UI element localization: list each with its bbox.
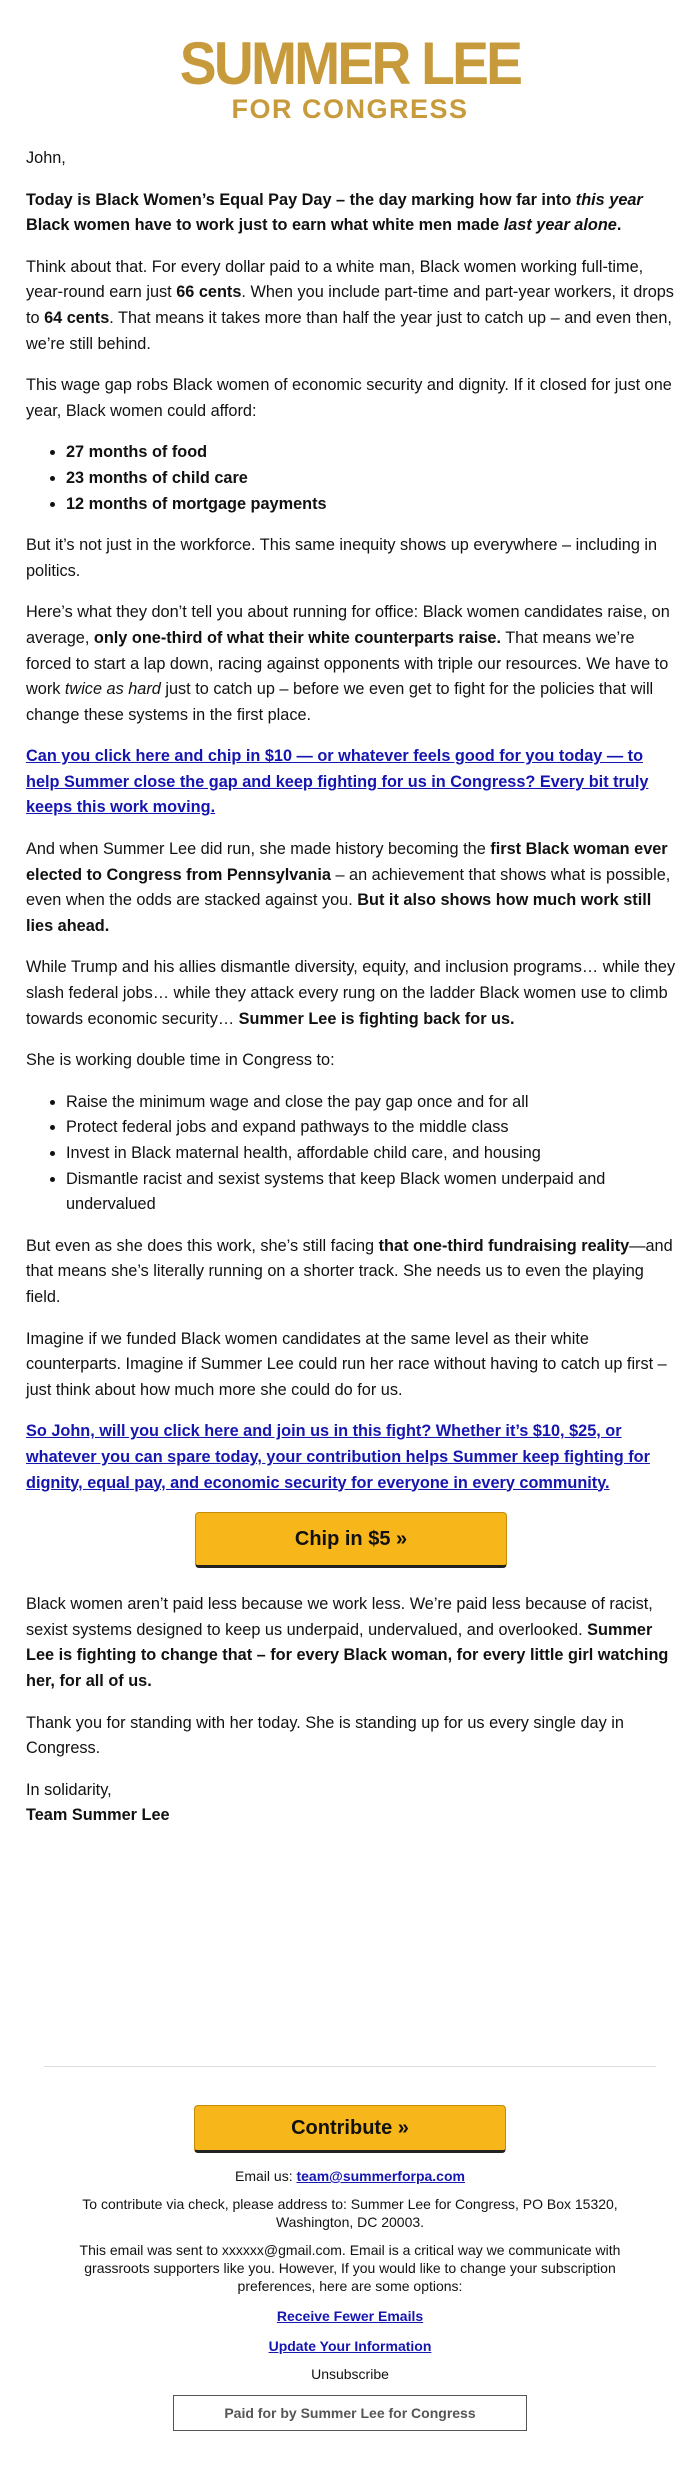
logo-name: SUMMER LEE	[179, 30, 521, 97]
email-footer	[0, 2066, 700, 2431]
unsubscribe-link[interactable]: Unsubscribe	[311, 2366, 389, 2382]
text-bold: But it also shows how much work still lies ahead.	[26, 891, 652, 935]
text: That means we’re forced to start a lap down, racing against opponents with triple our resources. We have to work	[26, 628, 669, 699]
list-item: • 27 months of food	[66, 440, 676, 466]
donate-link-join[interactable]: So John, will you click here and join us in this fight? Whether it’s $10, $25, or whatever you can spare today, your contribution helps Summer keep fighting for dignity, equal pay, and economic security for everyone in every community.	[26, 1422, 650, 1492]
contribute-button[interactable]: Contribute »	[194, 2105, 506, 2153]
contact-line	[0, 2167, 700, 2185]
text: But even as she does this work, she’s still facing	[26, 1236, 379, 1255]
email-body	[26, 146, 676, 1829]
email-link[interactable]: team@summerforpa.com	[296, 2168, 465, 2184]
greeting: John,	[26, 149, 66, 167]
text: . When you include part-time and part-year workers, it drops to	[26, 283, 674, 327]
signoff-text: In solidarity,	[26, 1780, 112, 1799]
double-time-paragraph: She is working double time in Congress to:	[26, 1051, 335, 1070]
list-item: • 12 months of mortgage payments	[66, 492, 676, 518]
footer-divider	[44, 2066, 656, 2067]
donate-link-paragraph	[26, 744, 676, 821]
text: .	[616, 216, 622, 235]
check-address: To contribute via check, please address to: Summer Lee for Congress, PO Box 15320, Washington, DC 20003.	[82, 2196, 618, 2230]
update-info-link[interactable]: Update Your Information	[268, 2338, 432, 2354]
text: just to catch up – before we even get to fight for the policies that will change these systems in the first place.	[26, 680, 654, 724]
gap-paragraph: This wage gap robs Black women of economic security and dignity. If it closed for just one year, Black women could afford:	[26, 376, 672, 420]
text: Black women aren’t paid less because we work less. We’re paid less because of racist, sexist systems designed to keep us underpaid, undervalued, and overlooked.	[26, 1595, 653, 1639]
fundraising-paragraph	[26, 600, 676, 728]
subscription-notice: This email was sent to xxxxxx@gmail.com. Email is a critical way we communicate with grassroots supporters like you. However, If you would like to change your subscription preferences, here are some options:	[79, 2242, 621, 2294]
politics-paragraph: But it’s not just in the workforce. This same inequity shows up everywhere – including in politics.	[26, 536, 658, 580]
text: And when Summer Lee did run, she made history becoming the	[26, 840, 491, 859]
donate-link-paragraph	[26, 1419, 676, 1496]
history-paragraph	[26, 837, 676, 939]
text-bold: Summer Lee is fighting to change that – for every Black woman, for every little girl watching her, for all of us.	[26, 1620, 669, 1690]
text-bold: first Black woman ever elected to Congress from Pennsylvania	[26, 840, 668, 884]
text-emphasis: twice as hard	[64, 680, 161, 699]
signature: Team Summer Lee	[26, 1806, 170, 1825]
afford-list	[26, 440, 676, 517]
text: —and that means she’s literally running on a shorter track. She needs us to even the playing field.	[26, 1236, 673, 1306]
paid-for-disclaimer: Paid for by Summer Lee for Congress	[173, 2395, 527, 2431]
text: – an achievement that shows what is possible, even when the odds are stacked against you.	[26, 865, 671, 910]
closing-paragraph	[26, 1592, 676, 1694]
intro-paragraph	[26, 188, 676, 239]
text-emphasis: this year	[575, 190, 643, 209]
list-item: • Dismantle racist and sexist systems that keep Black women underpaid and undervalued	[66, 1167, 676, 1218]
text-bold: that one-third fundraising reality	[378, 1236, 630, 1255]
signoff	[26, 1778, 676, 1829]
trump-paragraph	[26, 955, 676, 1032]
text: Here’s what they don’t tell you about running for office: Black women candidates raise, on average,	[26, 603, 670, 647]
text: Think about that. For every dollar paid to a white man, Black women working full-time, year-round earn just	[26, 257, 644, 302]
text: Today is Black Women’s Equal Pay Day – the day marking how far into	[26, 190, 576, 209]
fewer-emails-link[interactable]: Receive Fewer Emails	[276, 2308, 424, 2324]
text-bold: 64 cents	[44, 308, 110, 327]
logo-subtitle: FOR CONGRESS	[231, 94, 469, 124]
text-bold: Summer Lee is fighting back for us.	[238, 1009, 515, 1028]
list-item: • Protect federal jobs and expand pathways to the middle class	[66, 1115, 676, 1141]
imagine-paragraph: Imagine if we funded Black women candidates at the same level as their white counterparts. Imagine if Summer Lee could run her race without having to catch up first – just think about how much more she could do for us.	[26, 1329, 667, 1399]
wage-paragraph	[26, 255, 676, 357]
text-emphasis: last year alone	[503, 216, 617, 235]
list-item: • 23 months of child care	[66, 466, 676, 492]
chip-in-button[interactable]: Chip in $5 »	[195, 1512, 507, 1568]
text: While Trump and his allies dismantle diversity, equity, and inclusion programs… while they slash federal jobs… while they attack every rung on the ladder Black women use to climb towards economic security…	[26, 958, 676, 1028]
thanks-paragraph: Thank you for standing with her today. She is standing up for us every single day in Congress.	[26, 1713, 624, 1758]
chip-button-row	[26, 1512, 676, 1568]
text-bold: 66 cents	[176, 283, 242, 302]
email-label: Email us:	[235, 2168, 297, 2184]
one-third-paragraph	[26, 1234, 676, 1311]
list-item: • Raise the minimum wage and close the pay gap once and for all	[66, 1090, 676, 1116]
text: . That means it takes more than half the year just to catch up – and even then, we’re still behind.	[26, 308, 672, 353]
donate-link-10[interactable]: Can you click here and chip in $10 — or whatever feels good for you today — to help Summer close the gap and keep fighting for us in Congress? Every bit truly keeps this work moving.	[26, 747, 649, 817]
text-bold: only one-third of what their white counterparts raise.	[93, 628, 501, 647]
work-list	[26, 1090, 676, 1218]
campaign-logo	[0, 30, 700, 124]
text: Black women have to work just to earn what white men made	[26, 216, 504, 235]
list-item: • Invest in Black maternal health, affordable child care, and housing	[66, 1141, 676, 1167]
